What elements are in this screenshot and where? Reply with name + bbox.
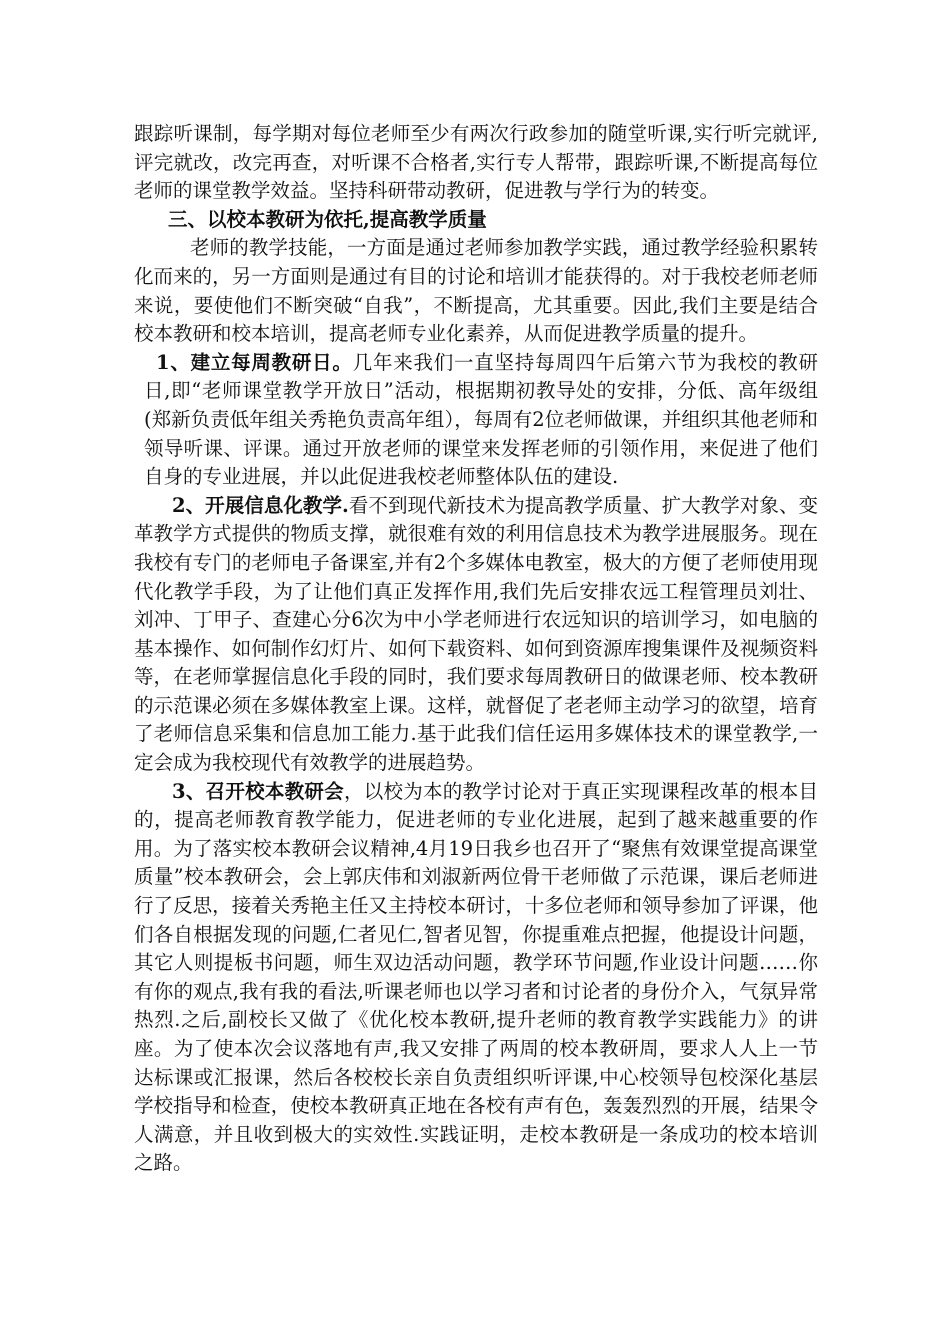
list-item-1-title: 1、建立每周教研日。 [156, 350, 353, 374]
list-item-3-title: 3、召开校本教研会 [172, 779, 344, 803]
paragraph-teaching-skills: 老师的教学技能，一方面是通过老师参加教学实践，通过教学经验积累转化而来的，另一方面则是通过有目的讨论和培训才能获得的。对于我校老师老师来说，要使他们不断突破“自我”，不断提高，尤其重要。因此,我们主要是结合校本教研和校本培训，提高老师专业化素养，从而促进教学质量的提升。 [134, 236, 818, 346]
list-item-1 [134, 349, 818, 492]
list-item-3-text: ，以校为本的教学讨论对于真正实现课程改革的根本目的，提高老师教育教学能力，促进老师的专业化进展，起到了越来越重要的作用。为了落实校本教研会议精神,4月19日我乡也召开了“聚焦有效课堂提高课堂质量”校本教研会，会上郭庆伟和刘淑新两位骨干老师做了示范课，课后老师进行了反思，接着关秀艳主任又主持校本研讨，十多位老师和领导参加了评课，他们各自根据发现的问题,仁者见仁,智者见智，你提重难点把握，他提设计问题，其它人则提板书问题，师生双边活动问题，教学环节问题,作业设计问题……你有你的观点,我有我的看法,听课老师也以学习者和讨论者的身份介入，气氛异常热烈.之后,副校长又做了《优化校本教研,提升老师的教育教学实践能力》的讲座。为了使本次会议落地有声,我又安排了两周的校本教研周，要求人人上一节达标课或汇报课，然后各校校长亲自负责组织听评课,中心校领导包校深化基层学校指导和检查，使校本教研真正地在各校有声有色，轰轰烈烈的开展，结果令人满意，并且收到极大的实效性.实践证明，走校本教研是一条成功的校本培训之路。 [134, 779, 818, 1175]
list-item-2-title: 2、开展信息化教学. [172, 493, 349, 517]
section-heading-3: 三、以校本教研为依托,提高教学质量 [168, 207, 487, 231]
list-item-1-text: 几年来我们一直坚持每周四午后第六节为我校的教研日,即“老师课堂教学开放日”活动，根据期初教导处的安排，分低、高年级组(郑新负责低年组关秀艳负责高年组），每周有2位老师做课，并组织其他老师和领导听课、评课。通过开放老师的课堂来发挥老师的引领作用，来促进了他们自身的专业进展，并以此促进我校老师整体队伍的建设. [144, 350, 818, 489]
list-item-3 [134, 778, 818, 1178]
document-body [134, 120, 818, 1178]
list-item-2 [134, 492, 818, 778]
list-item-2-text: 看不到现代新技术为提高教学质量、扩大教学对象、变革教学方式提供的物质支撑，就很难有效的利用信息技术为教学进展服务。现在我校有专门的老师电子备课室,并有2个多媒体电教室，极大的方便了老师使用现代化教学手段，为了让他们真正发挥作用,我们先后安排农远工程管理员刘壮、刘冲、丁甲子、查建心分6次为中小学老师进行农远知识的培训学习，如电脑的基本操作、如何制作幻灯片、如何下载资料、如何到资源库搜集课件及视频资料等，在老师掌握信息化手段的同时，我们要求每周教研日的做课老师、校本教研的示范课必须在多媒体教室上课。这样，就督促了老老师主动学习的欲望，培育了老师信息采集和信息加工能力.基于此我们信任运用多媒体技术的课堂教学,一定会成为我校现代有效教学的进展趋势。 [134, 493, 818, 775]
paragraph-tracking: 跟踪听课制，每学期对每位老师至少有两次行政参加的随堂听课,实行听完就评,评完就改，改完再查，对听课不合格者,实行专人帮带，跟踪听课,不断提高每位老师的课堂教学效益。坚持科研带动教研，促进教与学行为的转变。 [134, 122, 818, 203]
